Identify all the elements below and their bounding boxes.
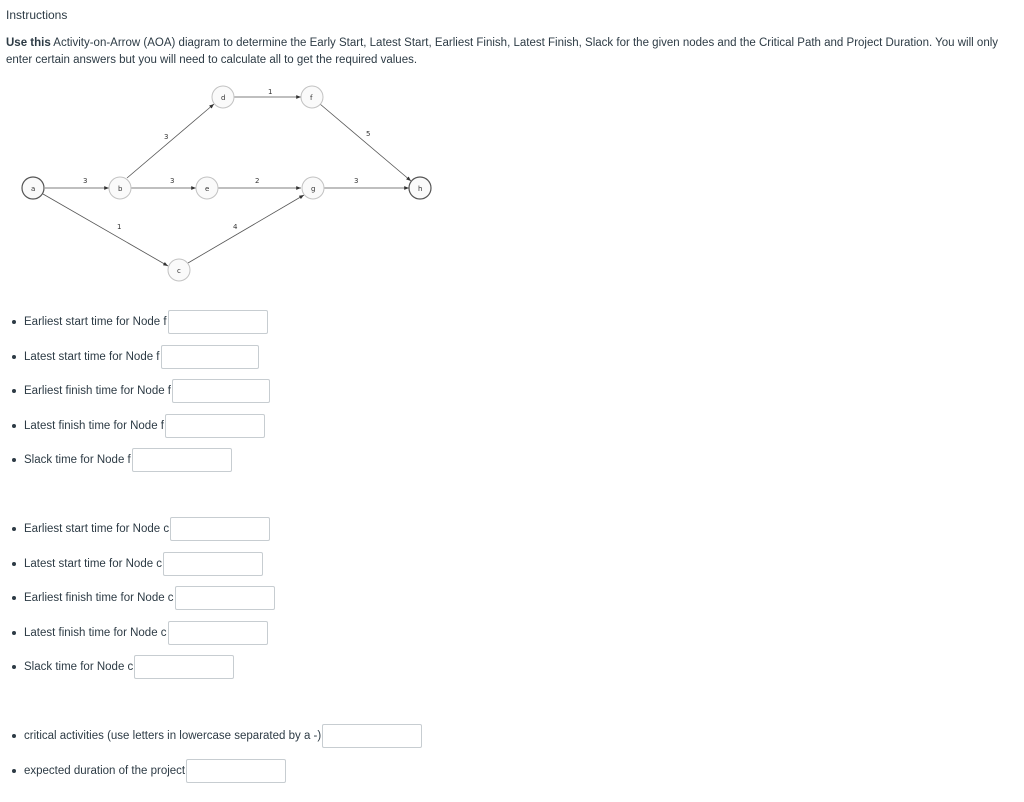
bullet xyxy=(12,527,16,531)
question-lf-c xyxy=(12,620,268,646)
node-d-label: d xyxy=(221,94,226,102)
node-e xyxy=(196,177,218,199)
question-label: Latest start time for Node c xyxy=(24,558,163,570)
bullet xyxy=(12,769,16,773)
aoa-diagram xyxy=(0,78,460,288)
question-label: Earliest start time for Node c xyxy=(24,523,170,535)
answer-es-c-input[interactable] xyxy=(170,517,270,541)
instructions-body: Activity-on-Arrow (AOA) diagram to determine the Early Start, Latest Start, Earliest Finish, Latest Finish, Slack for the given nodes and the Critical Path and Project Duration. You will only enter certain answers but you will need to calculate all to get the required values. xyxy=(6,37,999,66)
question-label: Latest finish time for Node c xyxy=(24,627,167,639)
node-c-label: c xyxy=(177,267,181,275)
question-label: Latest finish time for Node f xyxy=(24,420,164,432)
question-slack-c xyxy=(12,654,234,680)
edge-b-d-label: 3 xyxy=(164,133,169,141)
node-c xyxy=(168,259,190,281)
question-ls-f xyxy=(12,344,259,370)
question-lf-f xyxy=(12,413,265,439)
instructions-text xyxy=(6,35,1018,69)
node-f xyxy=(301,86,323,108)
node-b-label: b xyxy=(118,185,123,193)
instructions-bold: Use this xyxy=(6,37,51,49)
question-es-c xyxy=(12,516,270,542)
question-ef-c xyxy=(12,585,275,611)
bullet xyxy=(12,458,16,462)
answer-critical-path-input[interactable] xyxy=(322,724,422,748)
node-h-label: h xyxy=(418,185,423,193)
answer-ef-c-input[interactable] xyxy=(175,586,275,610)
edge-e-g-label: 2 xyxy=(255,177,260,185)
answer-ls-f-input[interactable] xyxy=(161,345,259,369)
edge-g-h-label: 3 xyxy=(354,177,359,185)
question-es-f xyxy=(12,309,268,335)
edge-b-d xyxy=(127,104,214,178)
answer-lf-f-input[interactable] xyxy=(165,414,265,438)
edge-c-g xyxy=(188,195,304,263)
question-slack-f xyxy=(12,447,232,473)
edge-a-c-label: 1 xyxy=(117,223,122,231)
answer-lf-c-input[interactable] xyxy=(168,621,268,645)
question-label: Latest start time for Node f xyxy=(24,351,160,363)
bullet xyxy=(12,320,16,324)
question-ls-c xyxy=(12,551,263,577)
node-f-label: f xyxy=(310,94,313,102)
node-g-label: g xyxy=(311,185,316,193)
answer-es-f-input[interactable] xyxy=(168,310,268,334)
bullet xyxy=(12,734,16,738)
question-label: critical activities (use letters in lowercase separated by a -) xyxy=(24,730,322,742)
node-b xyxy=(109,177,131,199)
edge-f-h-label: 5 xyxy=(366,130,371,138)
question-label: Earliest finish time for Node c xyxy=(24,592,174,604)
node-a xyxy=(22,177,44,199)
node-d xyxy=(212,86,234,108)
question-critical-path xyxy=(12,723,422,749)
bullet xyxy=(12,355,16,359)
question-ef-f xyxy=(12,378,270,404)
edge-c-g-label: 4 xyxy=(233,223,238,231)
answer-slack-f-input[interactable] xyxy=(132,448,232,472)
question-label: expected duration of the project xyxy=(24,765,186,777)
bullet xyxy=(12,631,16,635)
edge-a-b-label: 3 xyxy=(83,177,88,185)
answer-ls-c-input[interactable] xyxy=(163,552,263,576)
answer-slack-c-input[interactable] xyxy=(134,655,234,679)
bullet xyxy=(12,596,16,600)
answer-duration-input[interactable] xyxy=(186,759,286,783)
edge-d-f-label: 1 xyxy=(268,88,273,96)
bullet xyxy=(12,665,16,669)
edge-a-c xyxy=(43,194,168,266)
bullet xyxy=(12,562,16,566)
question-label: Earliest start time for Node f xyxy=(24,316,167,328)
node-h xyxy=(409,177,431,199)
question-label: Slack time for Node c xyxy=(24,661,134,673)
edge-f-h xyxy=(320,104,411,181)
node-e-label: e xyxy=(205,185,210,193)
bullet xyxy=(12,389,16,393)
question-label: Slack time for Node f xyxy=(24,454,131,466)
bullet xyxy=(12,424,16,428)
answer-ef-f-input[interactable] xyxy=(172,379,270,403)
question-project-duration xyxy=(12,758,286,784)
node-a-label: a xyxy=(31,185,36,193)
edge-b-e-label: 3 xyxy=(170,177,175,185)
question-label: Earliest finish time for Node f xyxy=(24,385,172,397)
page-title: Instructions xyxy=(6,8,68,22)
node-g xyxy=(302,177,324,199)
